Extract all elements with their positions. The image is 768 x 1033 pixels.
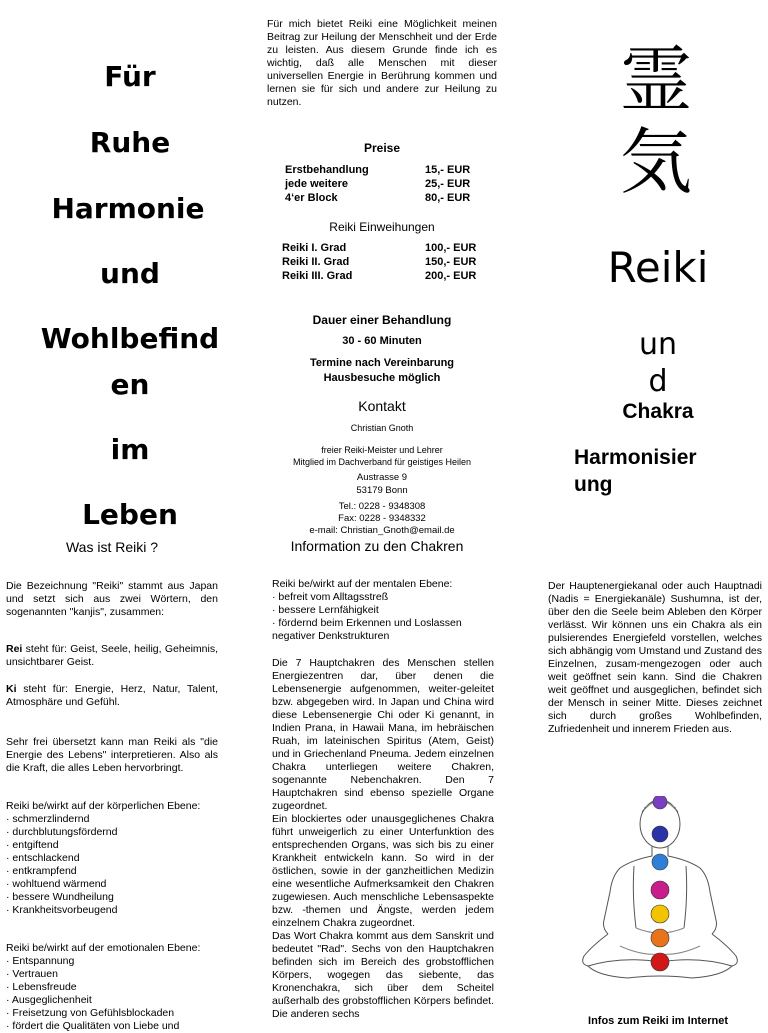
list-item: · schmerzlindernd [6,813,90,825]
contact-name: Christian Gnoth [350,423,414,433]
price-value: 150,- EUR [425,256,477,268]
heading-im: im [110,433,150,466]
price-value: 15,- EUR [425,164,471,176]
chakra-info-title: Information zu den Chakren [290,538,464,554]
chakra-explanation: Der Hauptenergiekanal oder auch Hauptnadi (Nadis = Energiekanäle) Sushumna, ist der, über den die Seele beim Ableben den Körper verlässt. Wir können uns ein Chakra als ein pulsierendes Energiefeld vorstellen, welches sich abhängig vom Umstand und Zustand des Einzelnen, zusam-mengezogen oder auch weit geöffnet sein kann. Sind die Chakren weit geöffnet und ausgeglichen, befindet sich der Mensch in seiner Mitte. Dieses zeichnet sich durch großes Wohlbefinden, Zufriedenheit und innerem Frieden aus. [548,580,762,735]
harmonisierung-heading [574,444,764,498]
heading-wohlbefind: Wohlbefind [40,322,220,355]
contact-block [267,422,497,537]
body-effects-title: Reiki be/wirkt auf der körperlichen Ebene: [6,800,201,812]
price-label: Reiki I. Grad [282,242,347,254]
personal-intro: Für mich bietet Reiki eine Möglichkeit meinen Beitrag zur Heilung der Menschheit und der Erde zu leisten. Aus diesem Grunde finde ich es wichtig, daß alle Menschen mit dieser universellen Energie in Berührung kommen und lernen sie für sich und andere zur Heilung zu nutzen. [267,18,497,108]
list-item: · Entspannung [6,955,75,967]
price-label: jede weitere [285,178,348,190]
sacral-chakra-point [651,929,669,947]
rei-definition [6,643,218,669]
throat-chakra-point [652,854,668,870]
list-item: · entschlackend [6,852,80,864]
list-item: · durchblutungsfördernd [6,826,118,838]
price-label: 4‘er Block [285,192,338,204]
heading-und: und [100,257,160,290]
table-row [282,256,485,270]
harmonisierung-part-1: Harmonisier [574,446,697,469]
ki-text: steht für: Energie, Herz, Natur, Talent, Atmosphäre und Gefühl. [6,683,218,708]
chakra-paragraph-3: Das Wort Chakra kommt aus dem Sanskrit und bedeutet "Rad". Sechs von den Hauptchakren befinden sich im Bereich des grobstofflichen Körpers, wogegen das siebente, das Kronenchakra, sich über dem Scheitel außerhalb des grobstofflichen Körpers befindet. Die anderen sechs [272,930,494,1020]
table-row [285,178,485,192]
initiations-table [282,242,485,284]
harmonisierung-part-2: ung [574,473,613,496]
heading-fuer: Für [104,60,156,93]
body-effects-list [6,813,226,917]
list-item: · Lebensfreude [6,981,77,993]
price-value: 80,- EUR [425,192,471,204]
crown-chakra-point [653,796,667,809]
price-value: 25,- EUR [425,178,471,190]
emotion-effects [6,942,226,1033]
what-is-reiki-title: Was ist Reiki ? [65,539,159,555]
list-item: · Vertrauen [6,968,58,980]
free-translation: Sehr frei übersetzt kann man Reiki als "die Energie des Lebens" interpretieren. Also als die Kraft, die alles Leben hervorbringt. [6,736,218,774]
contact-email[interactable]: e-mail: Christian_Gnoth@email.de [309,525,455,536]
contact-role: freier Reiki-Meister und Lehrer [321,445,443,455]
und-part-2: d [648,364,668,399]
reiki-intro: Die Bezeichnung "Reiki" stammt aus Japan und setzt sich aus zwei Wörtern, den sogenannten "kanjis", zusammen: [6,580,218,618]
ki-label: Ki [6,683,17,695]
list-item: · bessere Lernfähigkeit [272,604,379,616]
rei-label: Rei [6,643,23,655]
kanji-rei: 霊 [619,38,692,122]
und-part-1: un [638,327,678,362]
list-item: · Freisetzung von Gefühlsblockaden [6,1007,175,1019]
duration-title: Dauer einer Behandlung [312,313,452,327]
mental-effects [272,578,494,643]
price-value: 200,- EUR [425,270,477,282]
price-label: Reiki III. Grad [282,270,353,282]
list-item: · fördernd beim Erkennen und Loslassen negativer Denkstrukturen [272,617,462,642]
root-chakra-point [651,953,669,971]
contact-tel: Tel.: 0228 - 9348308 [338,501,426,512]
list-item: · entkrampfend [6,865,77,877]
list-item: · entgiftend [6,839,59,851]
house-calls-text: Hausbesuche möglich [323,372,441,384]
initiations-title: Reiki Einweihungen [329,220,435,234]
table-row [285,192,485,206]
ki-definition [6,683,218,709]
contact-street: Austrasse 9 [356,472,408,483]
heading-en: en [110,368,150,401]
third-eye-chakra-point [652,826,668,842]
duration-value: 30 - 60 Minuten [342,335,422,347]
heart-chakra-point [651,881,669,899]
list-item: · Ausgeglichenheit [6,994,92,1006]
list-item: · befreit vom Alltagsstreß [272,591,389,603]
contact-fax: Fax: 0228 - 9348332 [338,513,426,524]
rei-text: steht für: Geist, Seele, heilig, Geheimnis, unsichtbarer Geist. [6,643,218,668]
emotion-effects-list [6,955,226,1033]
kanji-ki: 気 [619,120,692,204]
chakra-heading: Chakra [622,400,694,423]
list-item: · Krankheitsvorbeugend [6,904,118,916]
contact-member: Mitglied im Dachverband für geistiges Heilen [292,457,472,467]
meditation-figure-illustration [572,796,748,982]
price-label: Reiki II. Grad [282,256,350,268]
appointments-text: Termine nach Vereinbarung [309,357,455,369]
prices-table [285,164,485,206]
heading-harmonie: Harmonie [51,192,205,225]
mental-effects-title: Reiki be/wirkt auf der mentalen Ebene: [272,578,453,590]
internet-info-footer: Infos zum Reiki im Internet [588,1015,728,1027]
chakra-points [651,796,669,971]
list-item: · wohltuend wärmend [6,878,107,890]
list-item: · fördert die Qualitäten von Liebe und [6,1020,180,1032]
list-item: · bessere Wundheilung [6,891,114,903]
price-value: 100,- EUR [425,242,477,254]
prices-title: Preise [363,141,401,155]
table-row [282,270,485,284]
brand-title: Reiki [607,243,709,292]
price-label: Erstbehandlung [285,164,369,176]
contact-city: 53179 Bonn [356,485,408,496]
body-effects [6,800,226,917]
table-row [282,242,485,256]
table-row [285,164,485,178]
chakra-paragraph-1: Die 7 Hauptchakren des Menschen stellen Energiezentren dar, über denen die Lebensenergie aufgenommen, weiter-geleitet bzw. abgegeben wird. In Japan und China wird diese Lebensenergie Chi oder Ki genannt, in Indien Prana, in Hawaii Mana, im hebräischen Ruah, im lateinischen Spiritus (Atem, Geist) und in Griechenland Pneuma. Jedem einzelnen Chakra unterliegen weitere Chakren, sogenannte Nebenchakren. Den 7 Hauptchakren sind ebenso spezielle Organe zugeordnet. [272,657,494,812]
mental-effects-list [272,591,494,643]
solar-plexus-chakra-point [651,905,669,923]
chakra-text [272,657,494,1021]
contact-title: Kontakt [358,398,406,414]
heading-ruhe: Ruhe [89,126,171,159]
emotion-effects-title: Reiki be/wirkt auf der emotionalen Ebene: [6,942,201,954]
heading-leben: Leben [82,498,178,531]
chakra-paragraph-2: Ein blockiertes oder unausgeglichenes Chakra führt unweigerlich zu einer Unterfunktion des entsprechenden Organs, was sich bis zu einer Krankheit entwickeln kann. So wird in der östlichen, sowie in der ganzheitlichen Medizin eine wesentliche Aufmerksamkeit den Chakren zugewiesen. Auch menschliche Lebensaspekte bzw. -themen und Ängste, werden jedem einzelnem Chakra zugeordnet. [272,813,494,929]
